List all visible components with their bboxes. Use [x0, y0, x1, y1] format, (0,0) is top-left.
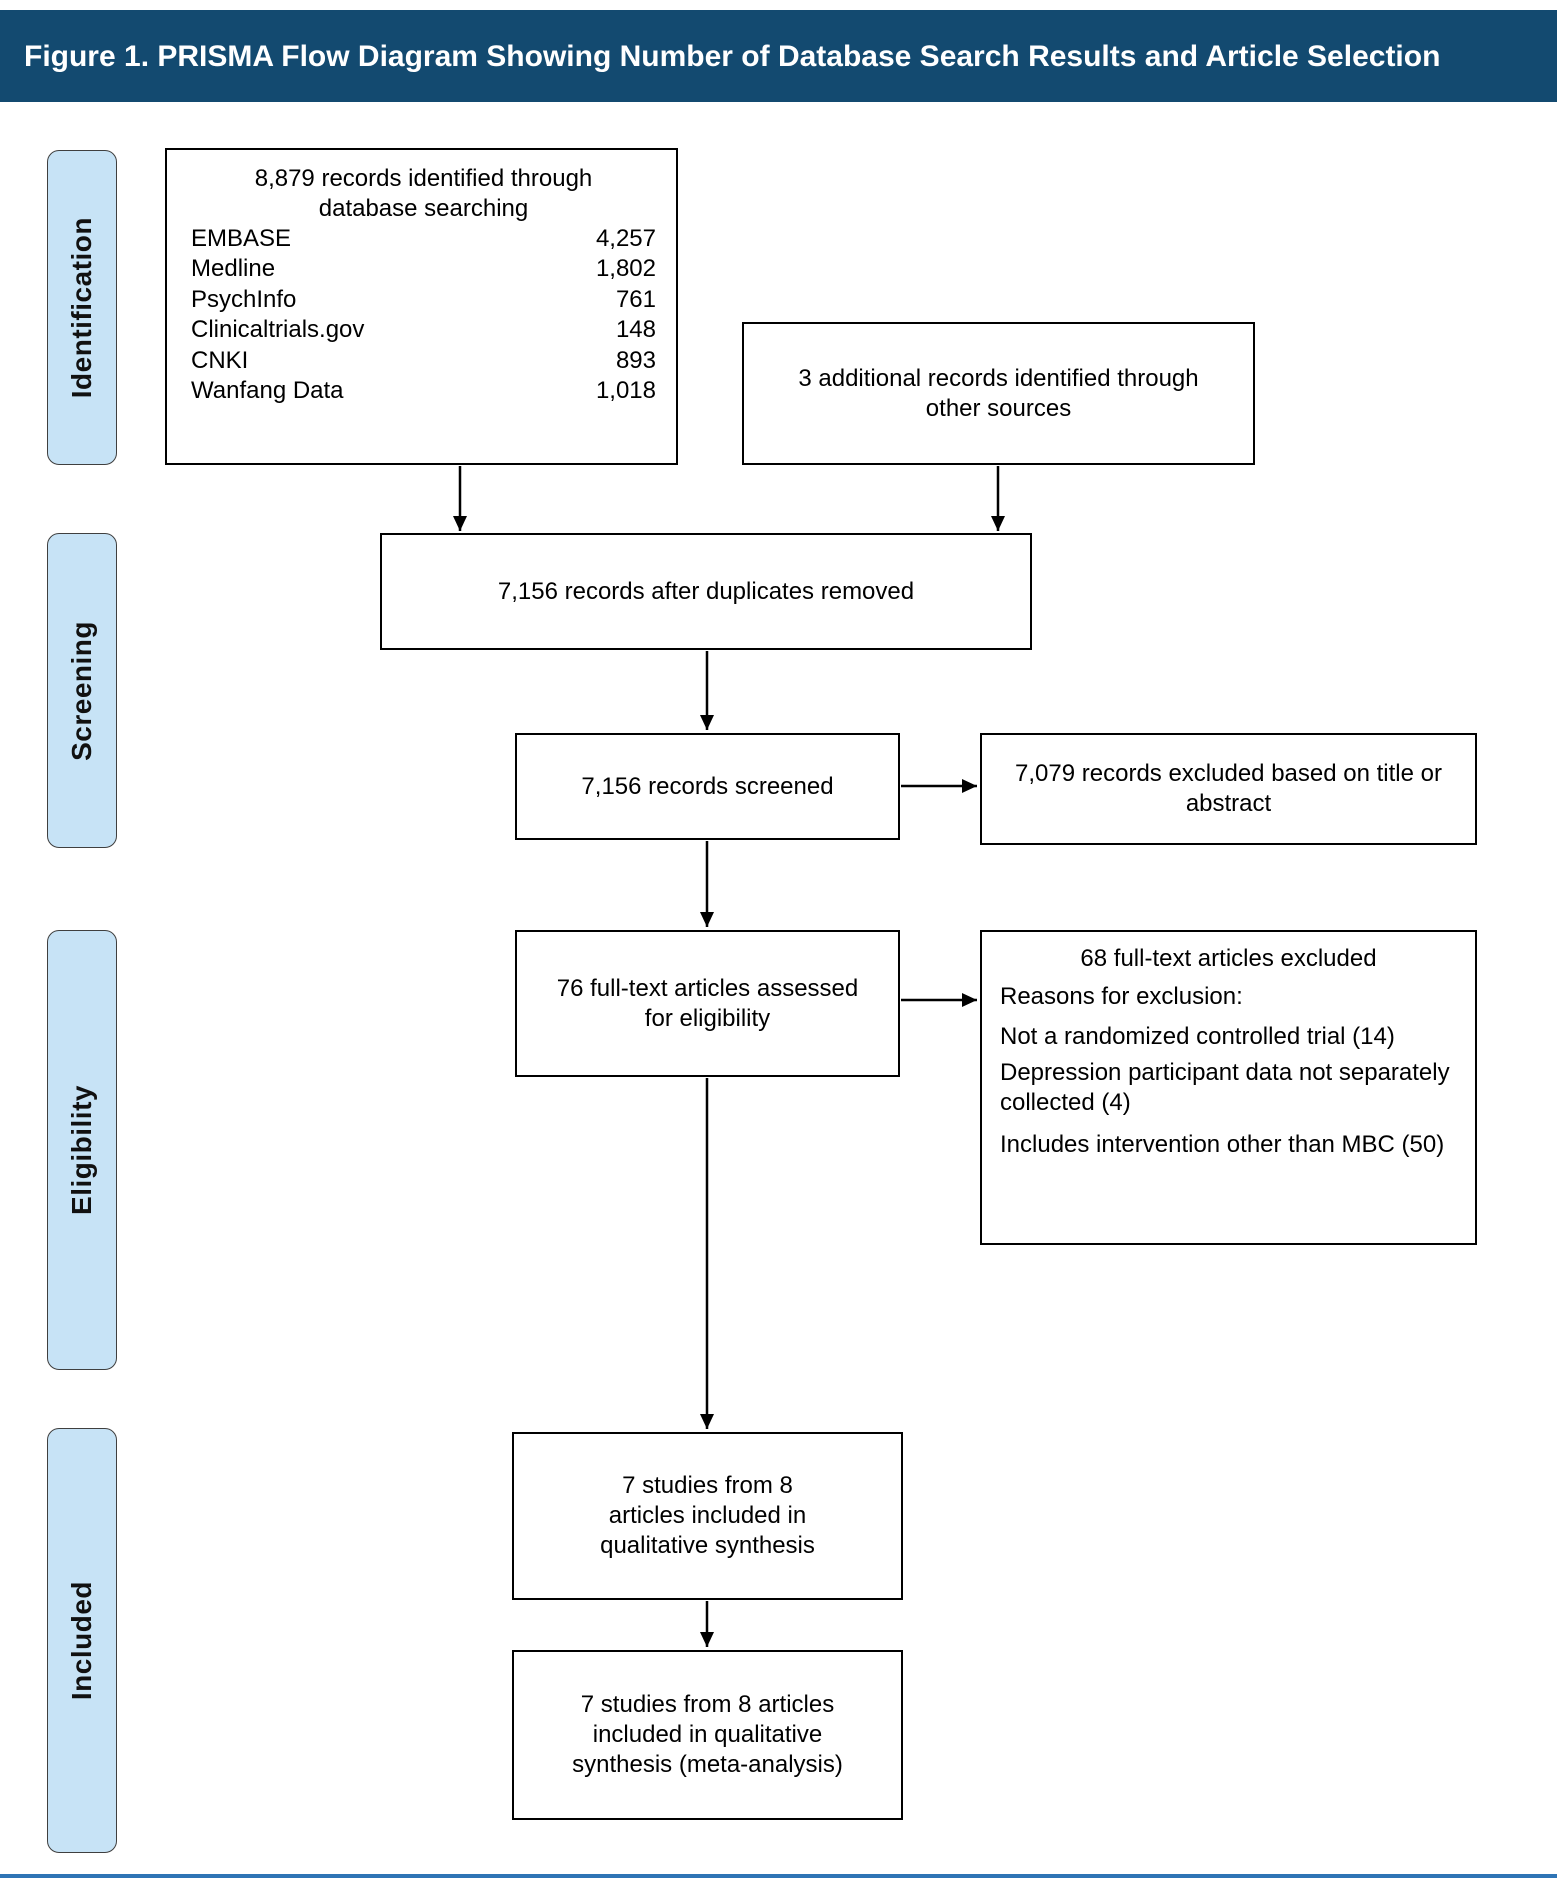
database-count: 148 [615, 316, 656, 344]
qualitative-synthesis-text: 7 studies from 8 articles included in qualitative synthesis [600, 1472, 815, 1559]
stage-screening [47, 533, 117, 848]
database-count: 893 [615, 346, 656, 374]
reasons-for-exclusion-label: Reasons for exclusion: [1000, 983, 1243, 1010]
duplicates-removed-box [380, 533, 1032, 650]
additional-records-box [742, 322, 1255, 465]
records-identified-line2: database searching [318, 195, 529, 222]
database-row [191, 224, 656, 254]
excluded-title-abstract-text: 7,079 records excluded based on title or abstract [1015, 760, 1442, 817]
database-name: Clinicaltrials.gov [191, 316, 365, 344]
excluded-title-abstract-box [980, 733, 1477, 845]
database-name: CNKI [191, 346, 249, 374]
stage-eligibility [47, 930, 117, 1370]
database-count: 761 [615, 285, 656, 313]
stage-included-label: Included [66, 1580, 97, 1701]
records-screened-box [515, 733, 900, 840]
fulltext-excluded-box [980, 930, 1477, 1245]
database-count: 4,257 [595, 225, 656, 252]
stage-eligibility-label: Eligibility [66, 1085, 97, 1215]
records-screened-text: 7,156 records screened [581, 772, 834, 800]
exclusion-reason: Not a randomized controlled trial (14) [1000, 1023, 1395, 1050]
database-name: EMBASE [191, 225, 292, 252]
qualitative-synthesis-box [512, 1432, 903, 1600]
fulltext-excluded-title: 68 full-text articles excluded [1080, 945, 1377, 972]
figure-title: Figure 1. PRISMA Flow Diagram Showing Number of Database Search Results and Article Selection [0, 10, 1557, 102]
database-count: 1,802 [595, 255, 656, 283]
exclusion-reason: Includes intervention other than MBC (50) [1000, 1131, 1445, 1158]
database-name: Medline [191, 255, 276, 283]
meta-analysis-box [512, 1650, 903, 1820]
stage-identification [47, 150, 117, 465]
database-count: 1,018 [595, 377, 656, 405]
database-row [191, 315, 656, 345]
database-row [191, 376, 656, 406]
stage-identification-label: Identification [66, 216, 97, 399]
records-identified-line1: 8,879 records identified through [254, 165, 593, 192]
database-row [191, 346, 656, 376]
database-row [191, 254, 656, 284]
meta-analysis-text: 7 studies from 8 articles included in qualitative synthesis (meta-analysis) [572, 1691, 843, 1778]
database-row [191, 285, 656, 315]
records-identified-box [165, 148, 678, 465]
bottom-divider [0, 1874, 1557, 1878]
database-name: Wanfang Data [191, 377, 344, 405]
stage-included [47, 1428, 117, 1853]
fulltext-assessed-text: 76 full-text articles assessed for eligibility [556, 974, 859, 1032]
exclusion-reason: Depression participant data not separately collected (4) [1000, 1059, 1450, 1116]
stage-screening-label: Screening [66, 620, 97, 761]
fulltext-assessed-box [515, 930, 900, 1077]
database-name: PsychInfo [191, 285, 297, 313]
additional-records-text: 3 additional records identified through other sources [798, 364, 1199, 422]
duplicates-removed-text: 7,156 records after duplicates removed [497, 577, 915, 605]
